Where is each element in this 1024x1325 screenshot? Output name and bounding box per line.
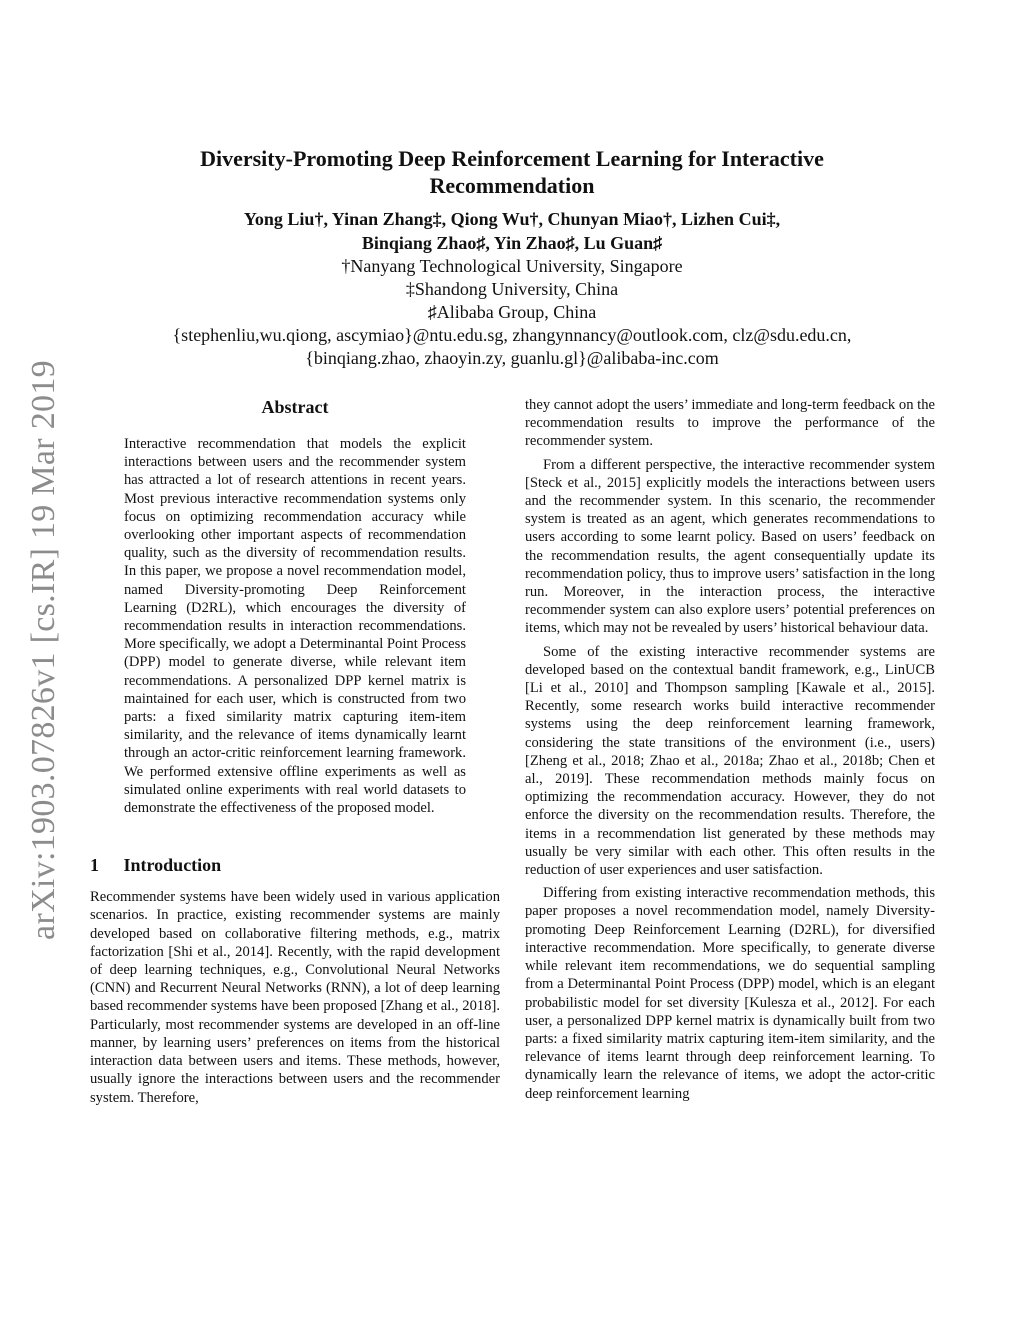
abstract-heading: Abstract: [261, 397, 329, 417]
email-line-1: {stephenliu,wu.qiong, ascymiao}@ntu.edu.sg, zhangynnancy@outlook.com, clz@sdu.edu.cn,: [172, 325, 852, 345]
affiliation-3: ♯Alibaba Group, China: [427, 302, 597, 322]
intro-paragraph-continued: they cannot adopt the users’ immediate and long-term feedback on the recommendation results to improve the performance of the recommender system.: [525, 397, 935, 450]
title-line-2: Recommendation: [429, 173, 595, 198]
abstract-text: Interactive recommendation that models the explicit interactions between users and the recommender system has attracted a lot of research attentions in recent years. Most previous interactive recommendation systems only focus on optimizing recommendation accuracy while overlooking other important aspects of recommendation quality, such as the diversity of recommendation results. In this paper, we propose a novel recommendation model, named Diversity-promoting Deep Reinforcement Learning (D2RL), which encourages the diversity of recommendation results in interaction recommendations. More specifically, we adopt a Determinantal Point Process (DPP) model to generate diverse, while relevant item recommendations. A personalized DPP kernel matrix is maintained for each user, which is constructed from two parts: a fixed similarity matrix capturing item-item similarity, and the relevance of items dynamically learnt through an actor-critic reinforcement learning framework. We performed extensive offline experiments as well as simulated online experiments with real world datasets to demonstrate the effectiveness of the proposed model.: [124, 436, 466, 817]
intro-paragraph-1: Recommender systems have been widely used in various application scenarios. In practice, existing recommender systems are mainly developed based on collaborative filtering methods, e.g., matrix factorization [Shi et al., 2014]. Recently, with the rapid development of deep learning techniques, e.g., Convolutional Neural Networks (CNN) and Recurrent Neural Networks (RNN), a lot of deep learning based recommender systems have been proposed [Zhang et al., 2018]. Particularly, most recommender systems are developed in an off-line manner, by learning users’ preferences on items from the historical interaction data between users and items. These methods, however, usually ignore the interactions between users and the recommender system. Therefore,: [90, 889, 500, 1106]
intro-paragraph-4: Differing from existing interactive recommendation methods, this paper proposes a novel recommendation model, namely Diversity-promoting Deep Reinforcement Learning (D2RL), for diversified interactive recommendation. More specifically, to generate diverse while relevant item recommendations, we do sequential sampling from a Determinantal Point Process (DPP) model, which is an elegant probabilistic model for set diversity [Kulesza et al., 2012]. For each user, a personalized DPP kernel matrix is dynamically built from two parts: a fixed similarity matrix capturing item-item similarity, and the relevance of items learnt through deep reinforcement learning. To dynamically learn the relevance of items, we adopt the actor-critic deep reinforcement learning: [525, 885, 935, 1102]
section-heading-introduction: [90, 854, 500, 876]
affiliation-2: ‡Shandong University, China: [405, 279, 619, 299]
authors-line-2: Binqiang Zhao♯, Yin Zhao♯, Lu Guan♯: [361, 233, 663, 253]
intro-paragraph-3: Some of the existing interactive recommender systems are developed based on the contextual bandit framework, e.g., LinUCB [Li et al., 2010] and Thompson sampling [Kawale et al., 2015]. Recently, some research works build interactive recommender systems using the deep reinforcement learning framework, considering the state transitions of the environment (i.e., users) [Zheng et al., 2018; Zhao et al., 2018a; Zhao et al., 2018b; Chen et al., 2019]. These recommendation methods mainly focus on optimizing the recommendation accuracy. However, they do not enforce the diversity on the recommendation results. Therefore, the items in a recommendation list generated by these methods may usually be very similar with each other. This often results in the reduction of user experiences and user satisfaction.: [525, 643, 935, 879]
left-column: [90, 396, 500, 1112]
right-column: [525, 396, 935, 1108]
section-title: Introduction: [123, 855, 222, 876]
paper-title: [100, 145, 924, 199]
arxiv-identifier: arXiv:1903.07826v1 [cs.IR] 19 Mar 2019: [25, 360, 62, 940]
authors-line-1: Yong Liu†, Yinan Zhang‡, Qiong Wu†, Chunyan Miao†, Lizhen Cui‡,: [243, 209, 781, 229]
email-line-2: {binqiang.zhao, zhaoyin.zy, guanlu.gl}@alibaba-inc.com: [305, 348, 719, 368]
intro-paragraph-2: From a different perspective, the interactive recommender system [Steck et al., 2015] explicitly models the interactions between users and the recommender system. In this scenario, the recommender system is treated as an agent, which generates recommendations to users according to some learnt policy. Based on users’ feedback on the recommendation results, the agent consequentially update its recommendation policy, thus to improve users’ satisfaction in the long run. Moreover, in the interaction process, the interactive recommender system can also explore users’ potential preferences on items, which may not be revealed by users’ historical behaviour data.: [525, 456, 935, 637]
paper-header: [100, 145, 924, 370]
affiliation-1: †Nanyang Technological University, Singapore: [341, 256, 683, 276]
author-list: [100, 207, 924, 255]
title-line-1: Diversity-Promoting Deep Reinforcement Learning for Interactive: [200, 146, 824, 171]
section-number: 1: [90, 855, 99, 876]
